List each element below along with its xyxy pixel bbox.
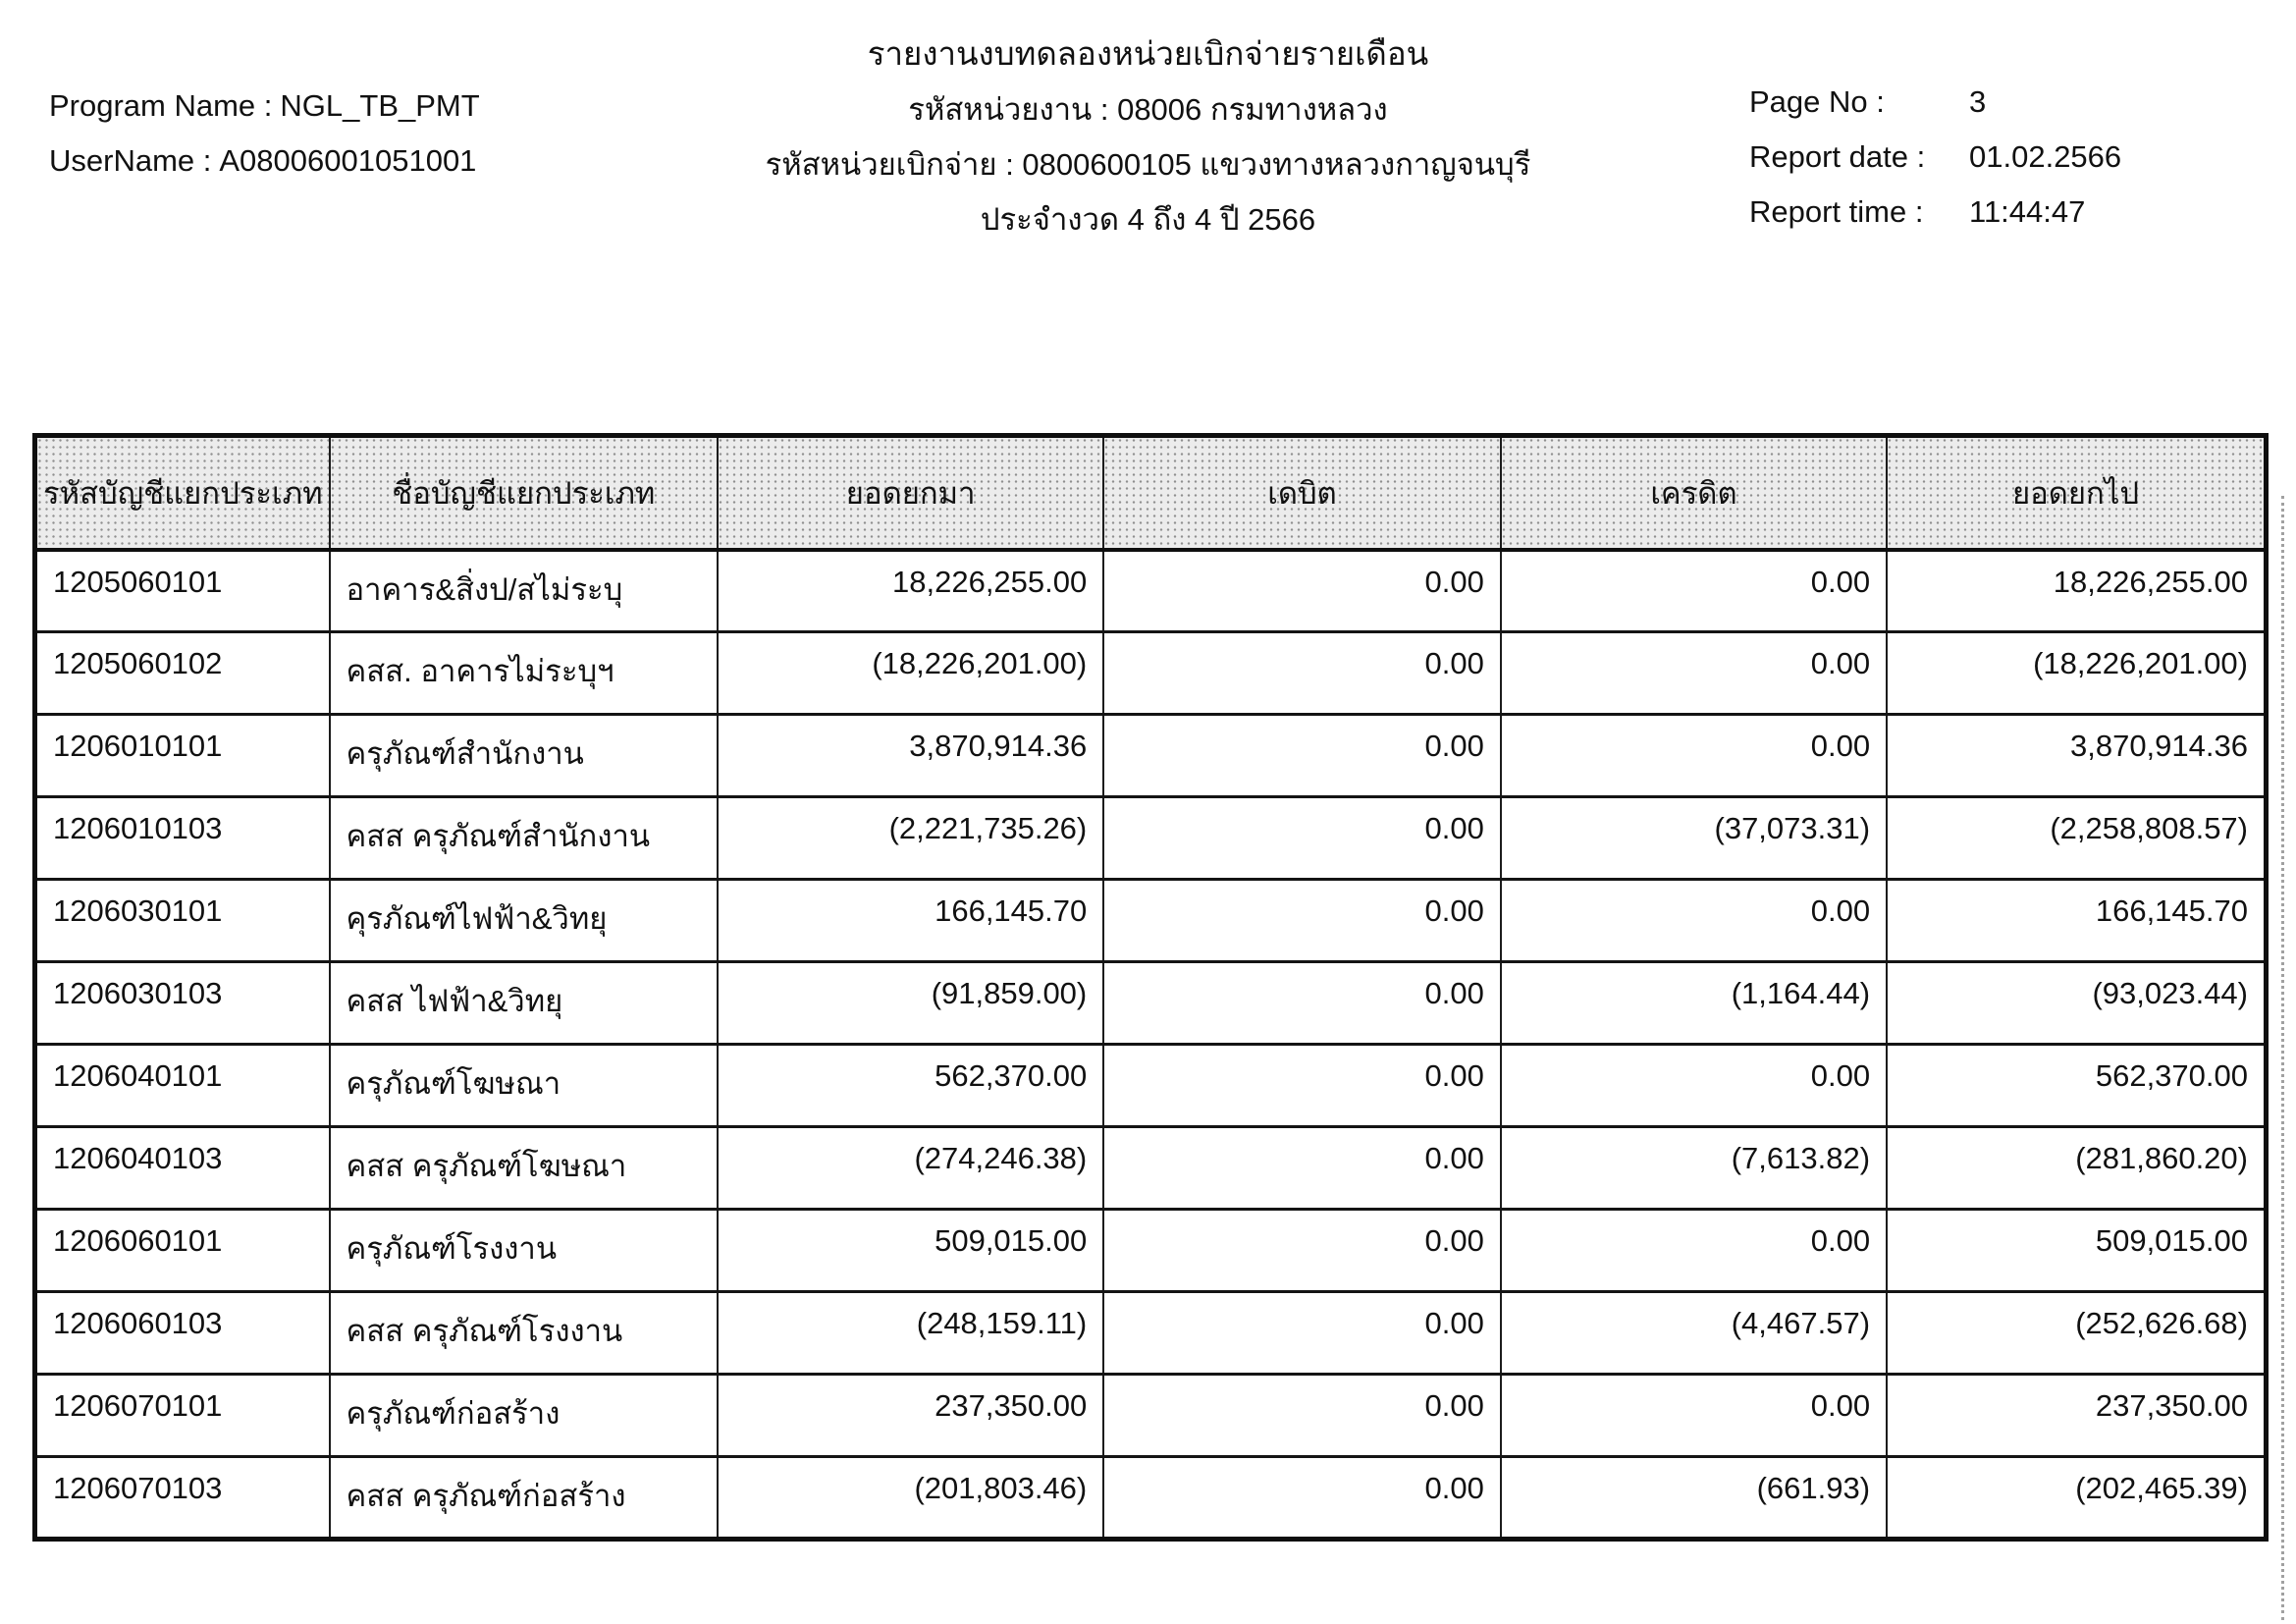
agency-code-line: รหัสหน่วยงาน : 08006 กรมทางหลวง xyxy=(908,92,1388,127)
column-header-account-code: รหัสบัญชีแยกประเภท xyxy=(35,436,330,550)
cell-credit: 0.00 xyxy=(1501,550,1887,632)
cell-debit: 0.00 xyxy=(1103,1457,1501,1540)
cell-begin-balance: 166,145.70 xyxy=(718,880,1103,962)
page-no-label: Page No : xyxy=(1749,84,1885,119)
cell-debit: 0.00 xyxy=(1103,632,1501,715)
report-time-label: Report time : xyxy=(1749,194,1924,229)
cell-begin-balance: 509,015.00 xyxy=(718,1210,1103,1292)
cell-account-name: คสส. อาคารไม่ระบุฯ xyxy=(330,632,719,715)
cell-end-balance: 166,145.70 xyxy=(1887,880,2266,962)
cell-debit: 0.00 xyxy=(1103,1375,1501,1457)
cell-account-code: 1206010103 xyxy=(35,797,330,880)
cell-begin-balance: (201,803.46) xyxy=(718,1457,1103,1540)
trial-balance-table xyxy=(32,433,2269,1542)
table-row xyxy=(35,1127,2267,1210)
report-title: รายงานงบทดลองหน่วยเบิกจ่ายรายเดือน xyxy=(867,35,1429,72)
cell-account-name: คสส ครุภัณฑ์โฆษณา xyxy=(330,1127,719,1210)
cell-account-name: ครุภัณฑ์โรงงาน xyxy=(330,1210,719,1292)
cell-debit: 0.00 xyxy=(1103,797,1501,880)
cell-begin-balance: (2,221,735.26) xyxy=(718,797,1103,880)
cell-begin-balance: (18,226,201.00) xyxy=(718,632,1103,715)
report-date-value: 01.02.2566 xyxy=(1969,139,2122,174)
cell-credit: 0.00 xyxy=(1501,1045,1887,1127)
cell-end-balance: (281,860.20) xyxy=(1887,1127,2266,1210)
cell-account-name: ครุภัณฑ์สำนักงาน xyxy=(330,715,719,797)
table-row xyxy=(35,797,2267,880)
column-header-debit: เดบิต xyxy=(1103,436,1501,550)
column-header-credit: เครดิต xyxy=(1501,436,1887,550)
cell-credit: (661.93) xyxy=(1501,1457,1887,1540)
cell-debit: 0.00 xyxy=(1103,1045,1501,1127)
cell-end-balance: 509,015.00 xyxy=(1887,1210,2266,1292)
cell-end-balance: 562,370.00 xyxy=(1887,1045,2266,1127)
cell-debit: 0.00 xyxy=(1103,962,1501,1045)
cell-account-name: คสส ไฟฟ้า&วิทยุ xyxy=(330,962,719,1045)
cell-account-code: 1206060103 xyxy=(35,1292,330,1375)
cell-credit: 0.00 xyxy=(1501,1210,1887,1292)
cell-credit: 0.00 xyxy=(1501,880,1887,962)
column-header-end-balance: ยอดยกไป xyxy=(1887,436,2266,550)
table-body xyxy=(35,550,2267,1540)
cell-debit: 0.00 xyxy=(1103,1292,1501,1375)
cell-credit: 0.00 xyxy=(1501,715,1887,797)
cell-credit: (4,467.57) xyxy=(1501,1292,1887,1375)
period-line: ประจำงวด 4 ถึง 4 ปี 2566 xyxy=(980,202,1316,237)
cell-account-code: 1206010101 xyxy=(35,715,330,797)
table-header xyxy=(35,436,2267,550)
cell-begin-balance: 18,226,255.00 xyxy=(718,550,1103,632)
report-time-value: 11:44:47 xyxy=(1969,194,2086,229)
table-row xyxy=(35,880,2267,962)
cell-end-balance: (93,023.44) xyxy=(1887,962,2266,1045)
cell-account-code: 1206040101 xyxy=(35,1045,330,1127)
cell-account-code: 1206060101 xyxy=(35,1210,330,1292)
cell-debit: 0.00 xyxy=(1103,880,1501,962)
cell-begin-balance: (91,859.00) xyxy=(718,962,1103,1045)
report-time-line xyxy=(1749,194,2121,249)
scan-edge-artifact xyxy=(2281,496,2284,1620)
cell-account-name: ครุภัณฑ์ก่อสร้าง xyxy=(330,1375,719,1457)
cell-account-code: 1206070103 xyxy=(35,1457,330,1540)
table-row xyxy=(35,1292,2267,1375)
column-header-begin-balance: ยอดยกมา xyxy=(718,436,1103,550)
cell-account-code: 1205060101 xyxy=(35,550,330,632)
username-label: UserName : xyxy=(49,143,212,178)
cell-end-balance: (252,626.68) xyxy=(1887,1292,2266,1375)
cell-account-code: 1205060102 xyxy=(35,632,330,715)
table-row xyxy=(35,1457,2267,1540)
column-header-account-name: ชื่อบัญชีแยกประเภท xyxy=(330,436,719,550)
cell-account-name: คสส ครุภัณฑ์สำนักงาน xyxy=(330,797,719,880)
cell-end-balance: 237,350.00 xyxy=(1887,1375,2266,1457)
cell-end-balance: (18,226,201.00) xyxy=(1887,632,2266,715)
cell-begin-balance: (248,159.11) xyxy=(718,1292,1103,1375)
cell-account-name: อาคาร&สิ่งป/สไม่ระบุ xyxy=(330,550,719,632)
page-no-value: 3 xyxy=(1969,84,1987,119)
table-row xyxy=(35,1375,2267,1457)
cell-account-code: 1206030101 xyxy=(35,880,330,962)
cell-begin-balance: (274,246.38) xyxy=(718,1127,1103,1210)
table-row xyxy=(35,715,2267,797)
cell-debit: 0.00 xyxy=(1103,715,1501,797)
report-date-line xyxy=(1749,139,2121,194)
cell-end-balance: (202,465.39) xyxy=(1887,1457,2266,1540)
cell-begin-balance: 562,370.00 xyxy=(718,1045,1103,1127)
cell-account-name: คสส ครุภัณฑ์ก่อสร้าง xyxy=(330,1457,719,1540)
report-date-label: Report date : xyxy=(1749,139,1926,174)
cell-debit: 0.00 xyxy=(1103,1127,1501,1210)
page-no-line xyxy=(1749,84,2121,139)
cell-account-name: คสส ครุภัณฑ์โรงงาน xyxy=(330,1292,719,1375)
cell-begin-balance: 3,870,914.36 xyxy=(718,715,1103,797)
cell-credit: (1,164.44) xyxy=(1501,962,1887,1045)
program-name-value: NGL_TB_PMT xyxy=(280,88,480,123)
cell-begin-balance: 237,350.00 xyxy=(718,1375,1103,1457)
username-value: A08006001051001 xyxy=(219,143,477,178)
cell-account-code: 1206070101 xyxy=(35,1375,330,1457)
disbursing-unit-line: รหัสหน่วยเบิกจ่าย : 0800600105 แขวงทางหลวงกาญจนบุรี xyxy=(765,147,1531,182)
cell-debit: 0.00 xyxy=(1103,1210,1501,1292)
table-row xyxy=(35,1210,2267,1292)
cell-credit: 0.00 xyxy=(1501,1375,1887,1457)
cell-end-balance: (2,258,808.57) xyxy=(1887,797,2266,880)
header-right xyxy=(1749,84,2121,249)
cell-account-code: 1206030103 xyxy=(35,962,330,1045)
table-row xyxy=(35,962,2267,1045)
cell-account-code: 1206040103 xyxy=(35,1127,330,1210)
cell-credit: (37,073.31) xyxy=(1501,797,1887,880)
table-row xyxy=(35,550,2267,632)
cell-credit: 0.00 xyxy=(1501,632,1887,715)
cell-account-name: ครุภัณฑ์โฆษณา xyxy=(330,1045,719,1127)
program-name-label: Program Name : xyxy=(49,88,273,123)
cell-account-name: คุรภัณฑ์ไฟฟ้า&วิทยุ xyxy=(330,880,719,962)
table-header-row xyxy=(35,436,2267,550)
cell-end-balance: 18,226,255.00 xyxy=(1887,550,2266,632)
cell-end-balance: 3,870,914.36 xyxy=(1887,715,2266,797)
cell-credit: (7,613.82) xyxy=(1501,1127,1887,1210)
cell-debit: 0.00 xyxy=(1103,550,1501,632)
table-row xyxy=(35,632,2267,715)
table-row xyxy=(35,1045,2267,1127)
